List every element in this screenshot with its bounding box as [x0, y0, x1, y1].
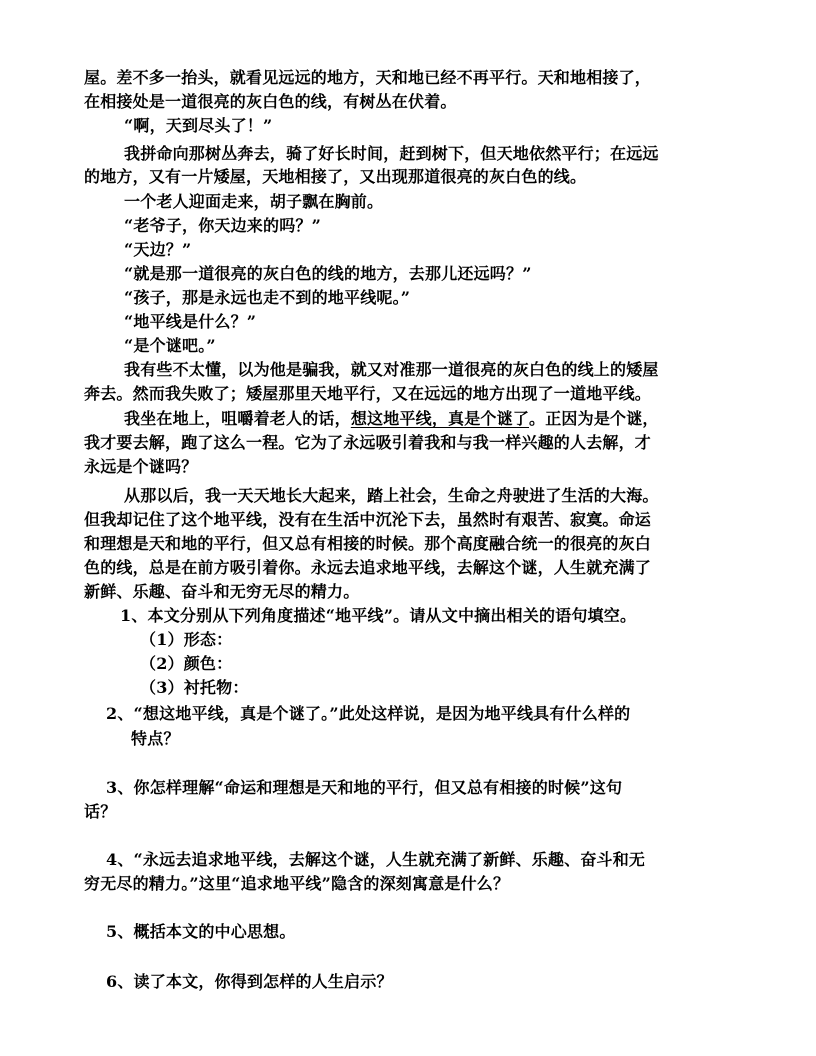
text-line: “就是那一道很亮的灰白色的线的地方，去那儿还远吗？” [124, 264, 532, 283]
question-4: 4、“永远去追求地平线，去解这个谜，人生就充满了新鲜、乐趣、奋斗和无 [106, 850, 646, 869]
question-1-item: （3）衬托物： [140, 678, 249, 697]
question-3-line: 话？ [84, 802, 117, 821]
text-line: 新鲜、乐趣、奋斗和无穷无尽的精力。 [84, 582, 360, 601]
text-line: “老爷子，你天边来的吗？” [124, 216, 322, 235]
text-line: 奔去。然而我失败了；矮屋那里天地平行，又在远远的地方出现了一道地平线。 [84, 384, 652, 403]
question-1-item: （2）颜色： [140, 654, 233, 673]
text-line: “孩子，那是永远也走不到的地平线呢。” [124, 288, 411, 307]
text-line: “地平线是什么？” [124, 312, 257, 331]
text-line: 和理想是天和地的平行，但又总有相接的时候。那个高度融合统一的很亮的灰白 [84, 534, 652, 553]
text-line: 从那以后，我一天天地长大起来，踏上社会，生命之舟驶进了生活的大海。 [124, 486, 659, 505]
text-line: 我拼命向那树丛奔去，骑了好长时间，赶到树下，但天地依然平行；在远远 [124, 144, 659, 163]
text-segment: 。正因为是个谜， [529, 409, 659, 428]
question-2-line: 特点？ [131, 729, 180, 748]
text-line: 色的线，总是在前方吸引着你。永远去追求地平线，去解这个谜，人生就充满了 [84, 558, 652, 577]
text-line: 但我却记住了这个地平线，没有在生活中沉沦下去，虽然时有艰苦、寂寞。命运 [84, 510, 652, 529]
text-line: “啊，天到尽头了！” [124, 116, 273, 135]
question-2: 2、“想这地平线，真是个谜了。”此处这样说，是因为地平线具有什么样的 [106, 704, 631, 723]
text-line: 的地方，又有一片矮屋，天地相接了，又出现那道很亮的灰白色的线。 [84, 167, 587, 186]
text-line: 我有些不太懂，以为他是骗我，就又对准那一道很亮的灰白色的线上的矮屋 [124, 360, 659, 379]
question-1-item: （1）形态： [140, 630, 233, 649]
question-6: 6、读了本文，你得到怎样的人生启示？ [106, 972, 393, 991]
text-line [124, 407, 659, 430]
question-5: 5、概括本文的中心思想。 [106, 922, 296, 941]
text-line: 我才要去解，跑了这么一程。它为了永远吸引着我和与我一样兴趣的人去解，才 [84, 433, 652, 452]
question-1: 1、本文分别从下列角度描述“地平线”。请从文中摘出相关的语句填空。 [120, 606, 637, 625]
text-line: “是个谜吧。” [124, 336, 216, 355]
question-3: 3、你怎样理解“命运和理想是天和地的平行，但又总有相接的时候”这句 [106, 778, 623, 797]
text-segment: 我坐在地上，咀嚼着老人的话， [124, 409, 351, 428]
underlined-phrase: 想这地平线，真是个谜了 [350, 409, 530, 428]
question-4-line: 穷无尽的精力。”这里“追求地平线”隐含的深刻寓意是什么？ [84, 874, 510, 893]
text-line: 在相接处是一道很亮的灰白色的线，有树丛在伏着。 [84, 92, 457, 111]
text-line: 屋。差不多一抬头，就看见远远的地方，天和地已经不再平行。天和地相接了， [84, 68, 652, 87]
text-line: 永远是个谜吗？ [84, 457, 198, 476]
text-line: 一个老人迎面走来，胡子飘在胸前。 [124, 192, 384, 211]
text-line: “天边？” [124, 240, 192, 259]
